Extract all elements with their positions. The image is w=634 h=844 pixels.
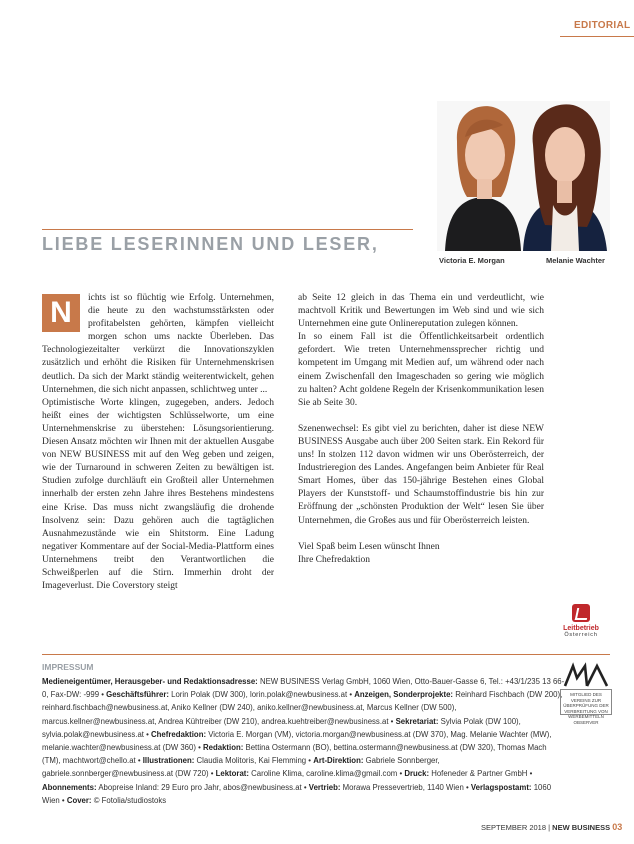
closing-line: Viel Spaß beim Lesen wünscht Ihnen <box>298 541 440 552</box>
footer-brand: NEW BUSINESS <box>552 823 611 832</box>
impressum-value: Sylvia Polak (DW 100), sylvia.polak@newbusiness.at • <box>42 716 521 739</box>
impressum-value: Gabriele Sonnberger, gabriele.sonnberger@newbusiness.at (DW 720) • <box>42 756 440 779</box>
photo-caption-right: Melanie Wachter <box>546 256 605 265</box>
impressum-value: © Fotolia/studiostoks <box>91 795 167 805</box>
impressum-value: Claudia Molitoris, Kai Flemming • <box>194 756 314 766</box>
page-number: 03 <box>612 822 623 832</box>
impressum-value: Bettina Ostermann (BO), bettina.ostermann@newbusiness.at (DW 320), Thomas Mach (TM), machtwort@chello.at • <box>42 743 547 766</box>
ma-logo-icon <box>563 662 609 688</box>
observer-seal <box>560 689 612 725</box>
editors-photo <box>437 101 610 251</box>
impressum-value: Morawa Pressevertrieb, 1140 Wien • <box>340 782 471 792</box>
article-paragraph: Optimistische Worte klingen, zugegeben, anders. Jedoch heißt eines der wichtigsten Schlüsselworte, um eine Unternehmenskrise zu überstehen: Lösungsorientierung. Diesen Ansatz möchten wir Ihnen mit der aktuellen Ausgabe von NEW BUSINESS mit auf den Weg geben und zeigen, wie der Turnaround in schweren Zeiten zu bewältigen ist. Studien zufolge durchläuft ein Großteil aller Unternehmen innerhalb der ersten zehn Jahre ihres Bestehens mindestens eine Krise. Das muss nicht zwangsläufig die drohende Insolvenz sein: Dazu gehören auch die tagtäglichen Ausnahmezustände wie ein Shitstorm. Eine Ladung negativer Kommentare auf der Social-Media-Plattform eines Unternehmens treibt den Verantwortlichen die Schweißperlen auf die Stirn. Immerhin droht der Imageverlust. Die Coverstory steigt <box>42 397 274 592</box>
impressum-label: Anzeigen, Sonderprojekte: <box>354 690 454 700</box>
page-title: LIEBE LESERINNEN UND LESER, <box>42 234 379 254</box>
impressum-label: Verlagspostamt: <box>470 782 532 792</box>
impressum-value: NEW BUSINESS Verlag GmbH, 1060 Wien, Otto-Bauer-Gasse 6, Tel.: +43/1/235 13 66-0, Fax-DW: -999 • <box>42 677 565 700</box>
article-paragraph: In so einem Fall ist die Öffentlichkeitsarbeit ordentlich gefordert. Wie treten Unternehmenssprecher richtig und kompetent im Umgang mit Medien auf, um während oder nach einem Zwischenfall den Imageschaden so gering wie möglich zu halten? Acht goldene Regeln der Krisenkommunikation lesen Sie ab Seite 30. <box>298 332 544 408</box>
impressum-value: Hofeneder & Partner GmbH • <box>429 769 533 779</box>
impressum-label: Druck: <box>404 769 430 779</box>
impressum-value: Lorin Polak (DW 300), lorin.polak@newbusiness.at • <box>168 690 355 700</box>
impressum-label: Art-Direktion: <box>313 756 364 766</box>
impressum-value: Caroline Klima, caroline.klima@gmail.com • <box>248 769 405 779</box>
article-paragraph: ab Seite 12 gleich in das Thema ein und verdeutlicht, wie machtvoll Kritik und Bewertungen im Web sind und wie sich Unternehmen eine gute Onlinereputation zulegen können. <box>298 293 544 330</box>
page-footer <box>481 822 622 832</box>
impressum-label: Abonnements: <box>42 782 97 792</box>
headline-rule <box>42 229 413 230</box>
impressum-divider <box>42 654 610 655</box>
article-paragraph: ichts ist so flüchtig wie Erfolg. Unternehmen, die heute zu den wachstumsstärksten oder profitabelsten gehörten, kämpfen vielleicht morgen schon ums nackte Überleben. Das Technologiezeitalter verkürzt die Innovationszyklen zusätzlich und erhöht die Risiken für Unternehmenskrisen deutlich. Da sich der Markt ständig weiterentwickelt, gehen Unternehmen, die sich nicht anpassen, schlichtweg unter ... <box>42 293 274 395</box>
impressum-label: Illustrationen: <box>142 756 195 766</box>
ma-logo <box>563 662 609 688</box>
impressum-text <box>42 675 566 807</box>
leitbetrieb-label: Leitbetrieb <box>563 625 599 632</box>
leitbetrieb-country: Österreich <box>564 632 598 638</box>
impressum-value: Reinhard Fischbach (DW 200), reinhard.fischbach@newbusiness.at, Aniko Kellner (DW 240), aniko.kellner@newbusiness.at, Marcus Kellner (DW 500), marcus.kellner@newbusiness.at, Andrea Kühtreiber (DW 210), andrea.kuehtreiber@newbusiness.at • <box>42 690 563 726</box>
impressum-label: Cover: <box>66 795 92 805</box>
editors-portrait-image <box>437 101 610 251</box>
footer-issue: SEPTEMBER 2018 | <box>481 823 553 832</box>
impressum-value: Victoria E. Morgan (VM), victoria.morgan@newbusiness.at (DW 370), Mag. Melanie Wachter (MW), melanie.wachter@newbusiness.at (DW 360) • <box>42 729 552 753</box>
impressum-label: Redaktion: <box>203 743 244 753</box>
leitbetrieb-logo <box>556 604 606 638</box>
impressum-label: Vertrieb: <box>308 782 341 792</box>
article-column-1 <box>42 292 274 593</box>
photo-caption-left: Victoria E. Morgan <box>439 256 505 265</box>
leitbetrieb-icon <box>572 604 590 622</box>
drop-cap: N <box>42 294 80 332</box>
article-paragraph: Szenenwechsel: Es gibt viel zu berichten, daher ist diese NEW BUSINESS Ausgabe auch über 200 Seiten stark. Ein Rekord für uns! In stolzen 112 davon widmen wir uns Oberösterreich, der Industrieregion des Landes. Angefangen beim Anbieter für Real Smart Homes, über das 150-jährige Bestehen eines Global Players der Kunststoff- und Schaumstoffindustrie bis hin zur Eröffnung der „schönsten Produktion der Welt“ lesen Sie über Unternehmen, die Großes aus und für Oberösterreich leisten. <box>298 423 544 526</box>
signature: Ihre Chefredaktion <box>298 554 371 565</box>
section-divider <box>560 36 634 37</box>
article-column-2 <box>298 292 544 567</box>
impressum-label: Sekretariat: <box>395 716 439 726</box>
impressum-label: Medieneigentümer, Herausgeber- und Redaktionsadresse: <box>42 677 258 686</box>
impressum-value: Abopreise Inland: 29 Euro pro Jahr, abos@newbusiness.at • <box>96 782 309 792</box>
section-label: EDITORIAL <box>574 20 631 31</box>
impressum-label: Lektorat: <box>215 769 249 779</box>
impressum-label: Geschäftsführer: <box>106 690 169 700</box>
observer-seal-text: MITGLIED DES VEREINS ZUR ÜBERPRÜFUNG DER VERBREITUNG VON WERBEMITTELN OBSERVER <box>563 692 609 725</box>
impressum-label: Chefredaktion: <box>151 729 207 739</box>
impressum-value: 1060 Wien • <box>42 782 552 805</box>
impressum-title: IMPRESSUM <box>42 662 94 672</box>
